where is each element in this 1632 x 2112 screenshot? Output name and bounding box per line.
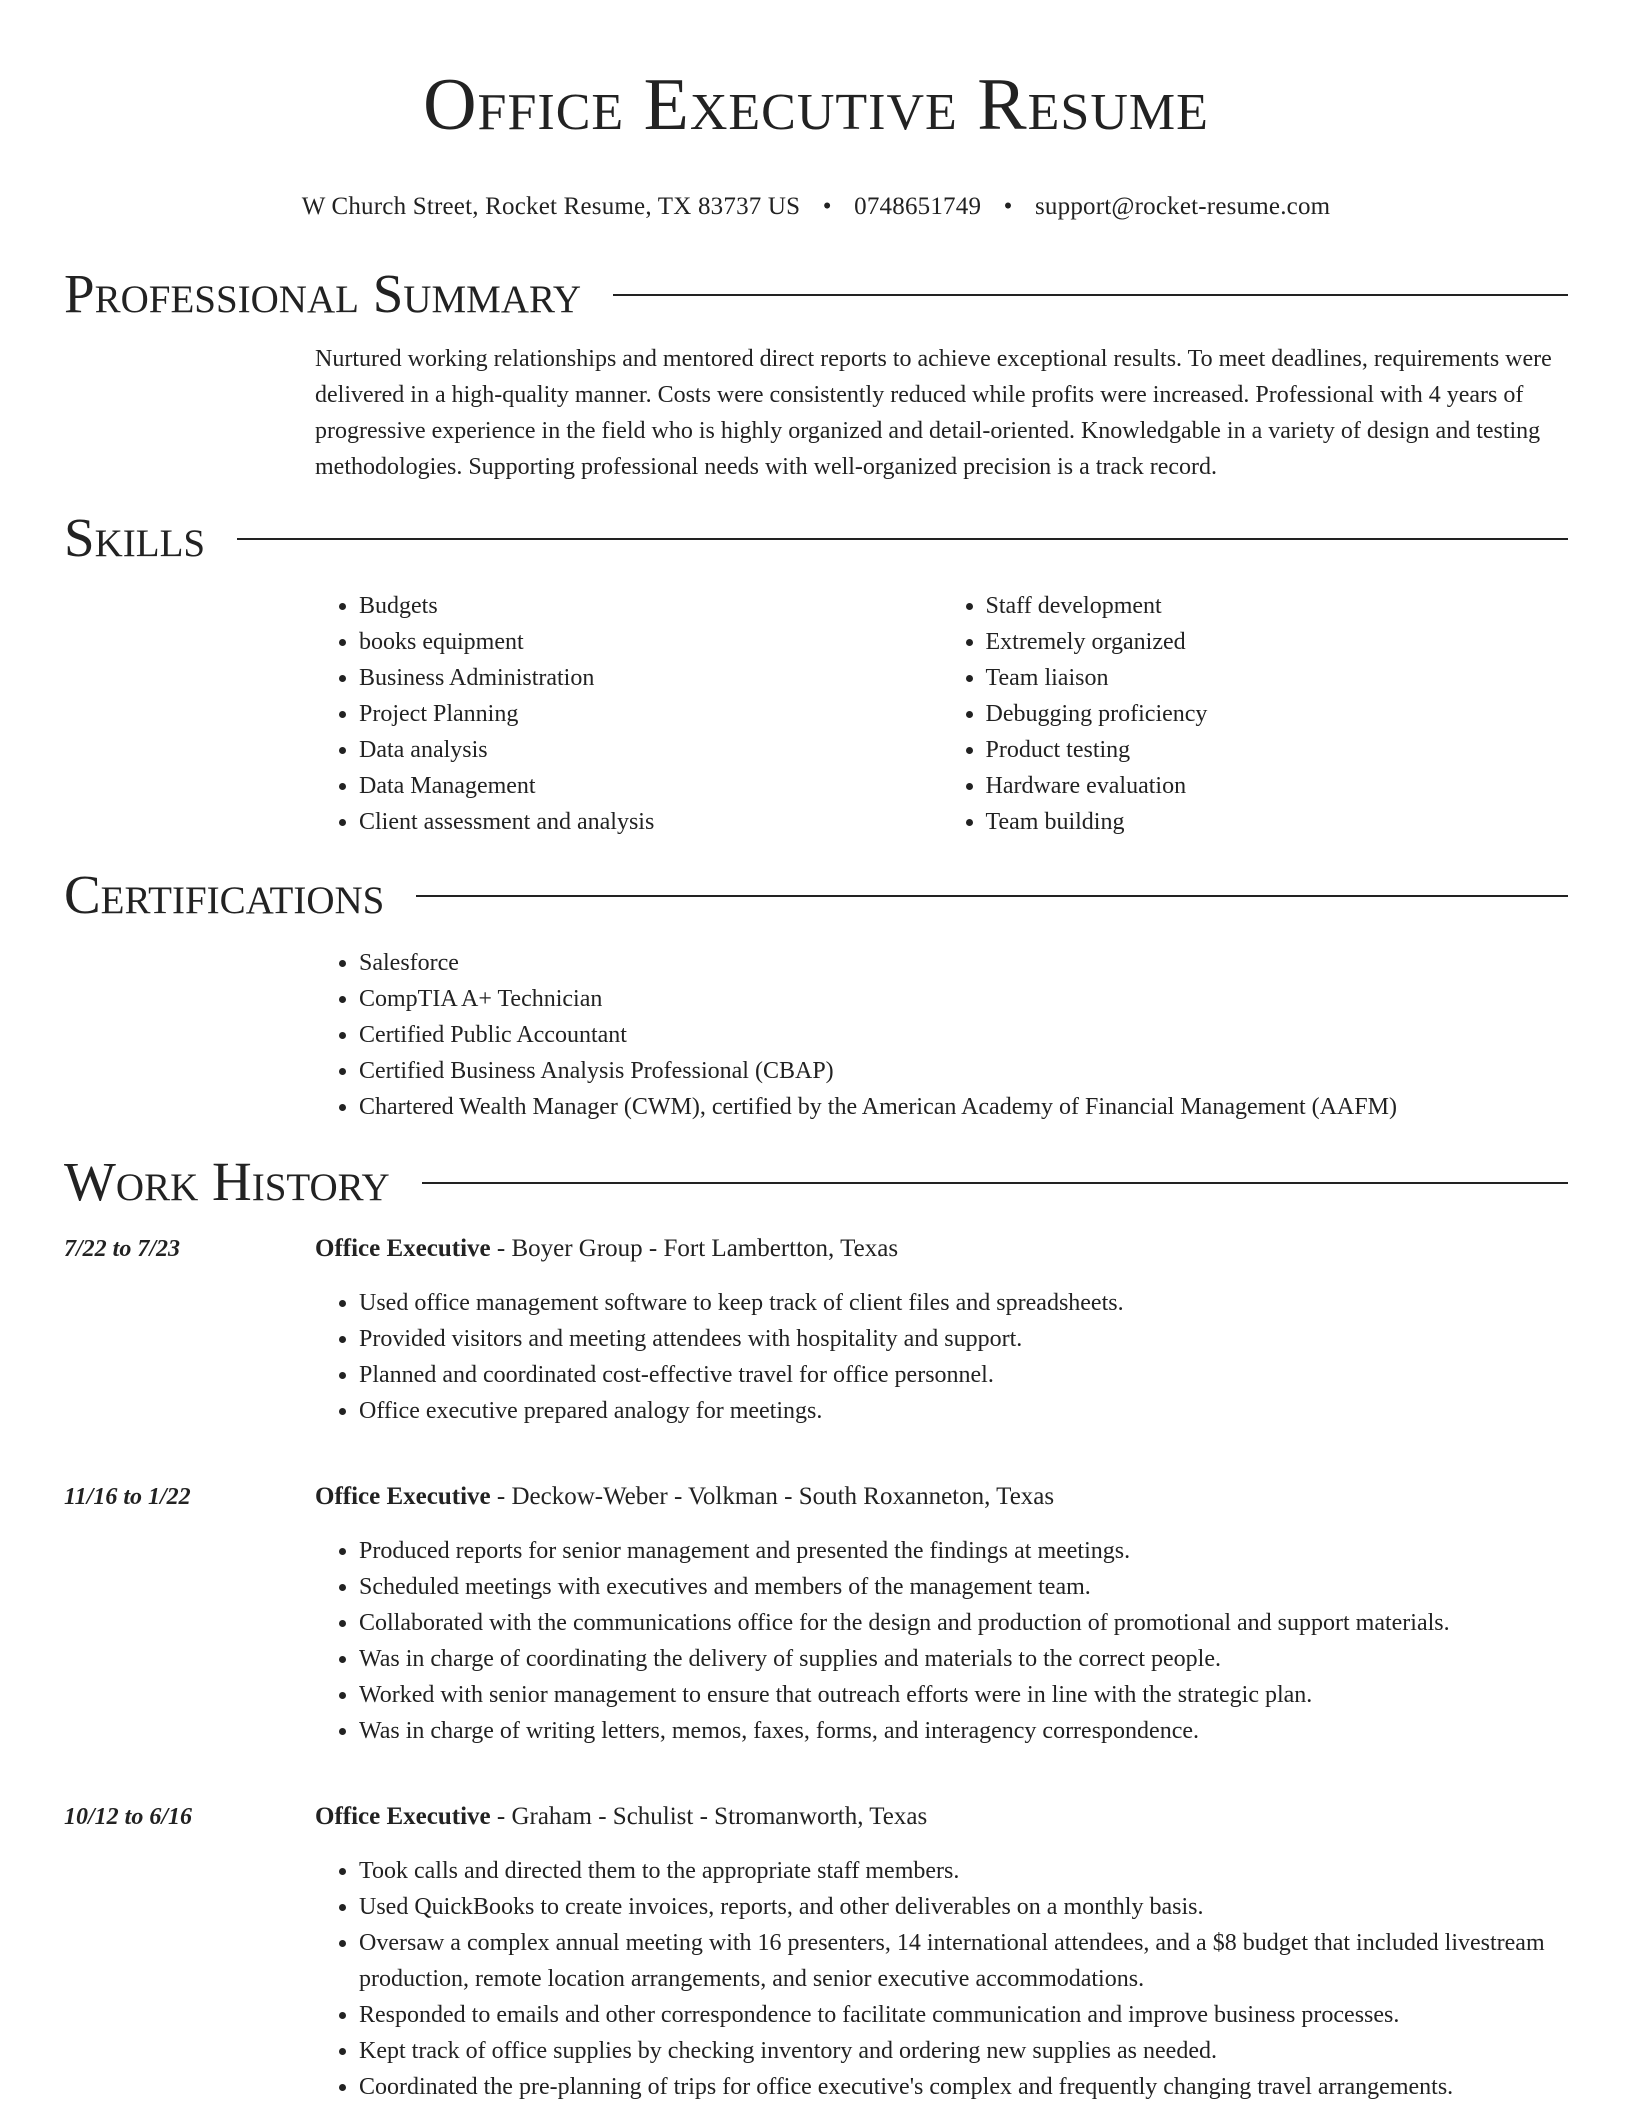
skill-item: • Data Management [359, 768, 942, 804]
job-bullets [315, 1533, 1568, 1749]
job-details: - Boyer Group - Fort Lambertton, Texas [490, 1235, 899, 1262]
job-entry [64, 1231, 1568, 1429]
certification-item: • Chartered Wealth Manager (CWM), certified by the American Academy of Financial Management (AAFM) [359, 1089, 1568, 1125]
job-role: Office Executive [315, 1235, 491, 1262]
job-details: - Deckow-Weber - Volkman - South Roxanneton, Texas [490, 1483, 1055, 1510]
job-dates: 7/22 to 7/23 [64, 1236, 181, 1262]
skill-item: • Team liaison [986, 660, 1569, 696]
work-title: Work History [64, 1151, 390, 1212]
certifications-heading [64, 860, 1568, 930]
resume-title: Office Executive Resume [423, 64, 1209, 146]
work-heading [64, 1147, 1568, 1217]
skills-columns [315, 588, 1568, 840]
skill-item: • Debugging proficiency [986, 696, 1569, 732]
job-content [315, 1231, 1568, 1429]
skill-item: • Budgets [359, 588, 942, 624]
summary-heading [64, 259, 1568, 329]
contact-separator: • [822, 193, 832, 220]
contact-email: support@rocket-resume.com [1035, 193, 1331, 220]
job-bullet: • Scheduled meetings with executives and members of the management team. [359, 1569, 1568, 1605]
contact-separator: • [1003, 193, 1013, 220]
summary-title: Professional Summary [64, 263, 582, 324]
skill-item: • books equipment [359, 624, 942, 660]
skill-item: • Project Planning [359, 696, 942, 732]
skill-item: • Product testing [986, 732, 1569, 768]
job-content [315, 1799, 1568, 2105]
skill-item: • Extremely organized [986, 624, 1569, 660]
job-bullet: • Provided visitors and meeting attendees with hospitality and support. [359, 1321, 1568, 1357]
job-bullets [315, 1853, 1568, 2105]
skill-item: • Team building [986, 804, 1569, 840]
contact-address: W Church Street, Rocket Resume, TX 83737 US [301, 193, 801, 220]
certifications-section [64, 860, 1568, 1125]
job-heading [315, 1231, 1568, 1267]
job-bullet: • Responded to emails and other correspondence to facilitate communication and improve business processes. [359, 1997, 1568, 2033]
job-bullet: • Office executive prepared analogy for meetings. [359, 1393, 1568, 1429]
certification-item: • Salesforce [359, 945, 1568, 981]
skill-item: • Data analysis [359, 732, 942, 768]
job-content [315, 1479, 1568, 1749]
certification-item: • Certified Business Analysis Professional (CBAP) [359, 1053, 1568, 1089]
skills-heading [64, 503, 1568, 573]
job-bullets [315, 1285, 1568, 1429]
section-divider [237, 538, 1568, 540]
job-bullet: • Used office management software to keep track of client files and spreadsheets. [359, 1285, 1568, 1321]
job-bullet: • Coordinated the pre-planning of trips for office executive's complex and frequently changing travel arrangements. [359, 2069, 1568, 2105]
certifications-body [315, 945, 1568, 1125]
job-bullet: • Produced reports for senior management and presented the findings at meetings. [359, 1533, 1568, 1569]
skill-item: • Staff development [986, 588, 1569, 624]
job-heading [315, 1799, 1568, 1835]
skill-item: • Hardware evaluation [986, 768, 1569, 804]
job-role: Office Executive [315, 1483, 491, 1510]
contact-phone: 0748651749 [854, 193, 982, 220]
summary-section [64, 259, 1568, 485]
skill-item: • Client assessment and analysis [359, 804, 942, 840]
job-entry [64, 1479, 1568, 1749]
job-bullet: • Collaborated with the communications office for the design and production of promotional and support materials. [359, 1605, 1568, 1641]
job-dates: 11/16 to 1/22 [64, 1484, 191, 1510]
certifications-title: Certifications [64, 864, 385, 925]
certification-item: • CompTIA A+ Technician [359, 981, 1568, 1017]
job-entry [64, 1799, 1568, 2105]
skills-section [64, 503, 1568, 840]
job-bullet: • Was in charge of writing letters, memos, faxes, forms, and interagency correspondence. [359, 1713, 1568, 1749]
contact-line [64, 192, 1568, 222]
job-bullet: • Used QuickBooks to create invoices, reports, and other deliverables on a monthly basis. [359, 1889, 1568, 1925]
job-bullet: • Planned and coordinated cost-effective travel for office personnel. [359, 1357, 1568, 1393]
summary-text: Nurtured working relationships and mentored direct reports to achieve exceptional results. To meet deadlines, requirements were delivered in a high-quality manner. Costs were consistently reduced while profits were increased. Professional with 4 years of progressive experience in the field who is highly organized and detail-oriented. Knowledgable in a variety of design and testing methodologies. Supporting professional needs with well-organized precision is a track record. [315, 346, 1552, 480]
job-dates: 10/12 to 6/16 [64, 1804, 193, 1830]
job-bullet: • Kept track of office supplies by checking inventory and ordering new supplies as needed. [359, 2033, 1568, 2069]
certification-item: • Certified Public Accountant [359, 1017, 1568, 1053]
job-role: Office Executive [315, 1803, 491, 1830]
work-section [64, 1147, 1568, 2105]
skill-item: • Business Administration [359, 660, 942, 696]
skills-list-right [942, 588, 1569, 840]
job-heading [315, 1479, 1568, 1515]
section-divider [416, 895, 1568, 897]
job-bullet: • Was in charge of coordinating the delivery of supplies and materials to the correct people. [359, 1641, 1568, 1677]
job-bullet: • Oversaw a complex annual meeting with 16 presenters, 14 international attendees, and a $8 budget that included livestream production, remote location arrangements, and senior executive accommodations. [359, 1925, 1568, 1997]
section-divider [422, 1182, 1568, 1184]
job-bullet: • Worked with senior management to ensure that outreach efforts were in line with the strategic plan. [359, 1677, 1568, 1713]
skills-list-left [315, 588, 942, 840]
job-bullet: • Took calls and directed them to the appropriate staff members. [359, 1853, 1568, 1889]
skills-title: Skills [64, 507, 206, 568]
job-details: - Graham - Schulist - Stromanworth, Texas [490, 1803, 928, 1830]
certifications-list [315, 945, 1568, 1125]
section-divider [613, 294, 1568, 296]
